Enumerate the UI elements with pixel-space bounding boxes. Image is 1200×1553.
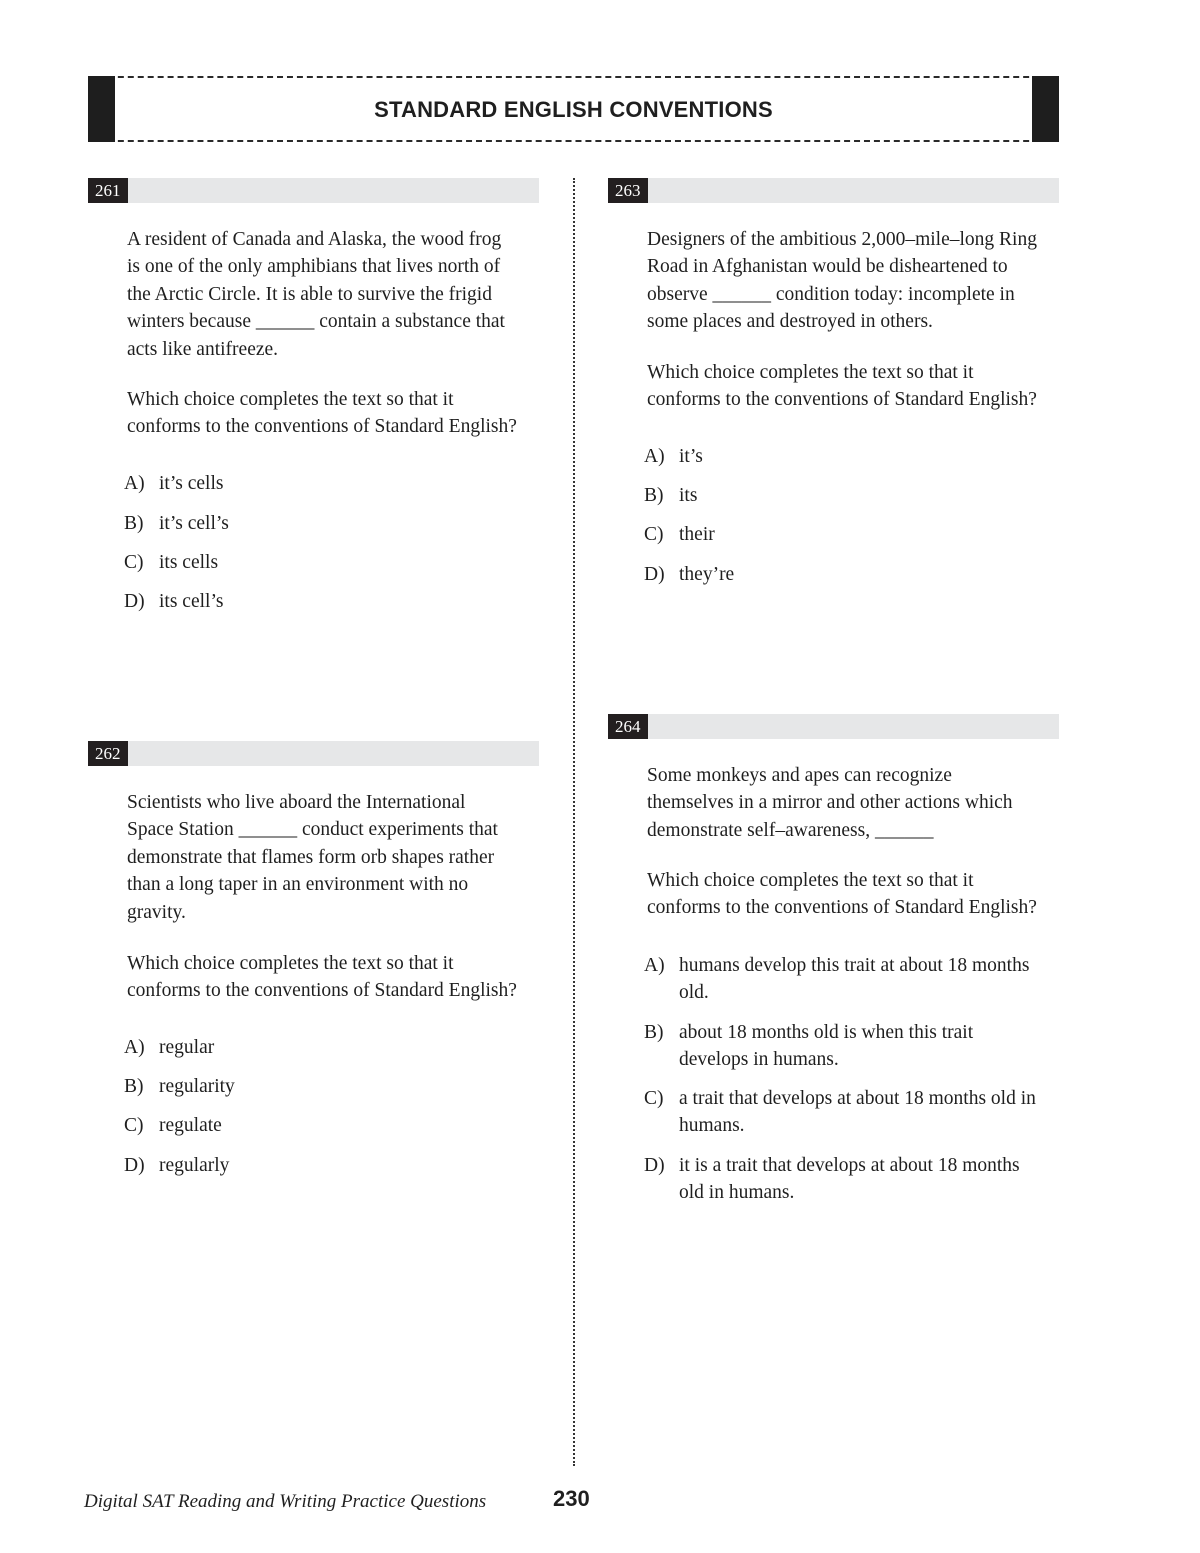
choice-text: its cell’s bbox=[159, 591, 224, 612]
section-title: STANDARD ENGLISH CONVENTIONS bbox=[374, 97, 773, 122]
choice-letter: D) bbox=[124, 591, 145, 612]
question-264-passage bbox=[647, 762, 1013, 844]
choice-text: it’s cell’s bbox=[159, 513, 229, 534]
question-264-choice-c[interactable] bbox=[644, 1085, 1064, 1141]
choice-letter: B) bbox=[644, 1022, 664, 1043]
choice-letter: C) bbox=[644, 524, 664, 545]
choice-letter: A) bbox=[644, 955, 665, 976]
choice-letter: A) bbox=[124, 1037, 145, 1058]
choice-text-line: develops in humans. bbox=[679, 1049, 839, 1071]
choice-letter: D) bbox=[124, 1155, 145, 1176]
question-263-prompt bbox=[647, 359, 1037, 414]
question-number-264: 264 bbox=[608, 714, 648, 739]
question-number-262: 262 bbox=[88, 741, 128, 766]
choice-letter: D) bbox=[644, 564, 665, 585]
prompt-line: conforms to the conventions of Standard English? bbox=[647, 389, 1037, 411]
question-264-prompt bbox=[647, 867, 1037, 922]
choice-text: they’re bbox=[679, 564, 735, 585]
passage-line: Designers of the ambitious 2,000–mile–long Ring bbox=[647, 229, 1037, 250]
question-262-passage bbox=[127, 789, 498, 926]
question-264-choice-d[interactable] bbox=[644, 1152, 1064, 1208]
question-261-bar bbox=[88, 178, 539, 203]
choice-text: regularly bbox=[159, 1155, 230, 1176]
question-261-passage bbox=[127, 226, 505, 363]
choice-text-line: humans. bbox=[679, 1115, 745, 1137]
choice-text-line: it is a trait that develops at about 18 months bbox=[679, 1155, 1020, 1176]
choice-letter: B) bbox=[644, 485, 664, 506]
question-264-choice-a[interactable] bbox=[644, 952, 1064, 1008]
prompt-line: conforms to the conventions of Standard English? bbox=[127, 416, 517, 438]
prompt-line: conforms to the conventions of Standard English? bbox=[127, 980, 517, 1002]
passage-line: Road in Afghanistan would be disheartened to bbox=[647, 256, 1008, 278]
question-number-263: 263 bbox=[608, 178, 648, 203]
passage-line: acts like antifreeze. bbox=[127, 338, 279, 360]
question-263-passage bbox=[647, 226, 1037, 336]
choice-text-line: old. bbox=[679, 982, 709, 1004]
choice-letter: B) bbox=[124, 513, 144, 534]
passage-line: themselves in a mirror and other actions which bbox=[647, 792, 1013, 814]
footer-book-title: Digital SAT Reading and Writing Practice Questions bbox=[84, 1491, 487, 1512]
passage-line: Scientists who live aboard the International bbox=[127, 792, 466, 813]
choice-letter: C) bbox=[124, 1115, 144, 1136]
passage-line: Some monkeys and apes can recognize bbox=[647, 765, 952, 786]
passage-line: than a long taper in an environment with no bbox=[127, 874, 469, 896]
question-263-bar bbox=[608, 178, 1059, 203]
choice-text-line: humans develop this trait at about 18 months bbox=[679, 955, 1030, 976]
choice-text: its cells bbox=[159, 552, 219, 573]
passage-line: the Arctic Circle. It is able to survive the frigid bbox=[127, 283, 492, 305]
passage-line: winters because ______ contain a substance that bbox=[127, 311, 505, 333]
choice-text: regulate bbox=[159, 1115, 222, 1136]
question-264-bar bbox=[608, 714, 1059, 739]
choice-letter: C) bbox=[124, 552, 144, 573]
question-number-261: 261 bbox=[88, 178, 128, 203]
question-261-prompt bbox=[127, 386, 517, 441]
choice-letter: C) bbox=[644, 1088, 664, 1109]
choice-letter: D) bbox=[644, 1155, 665, 1176]
choice-text bbox=[679, 1019, 973, 1074]
prompt-line: Which choice completes the text so that it bbox=[127, 953, 454, 974]
choice-text-line: about 18 months old is when this trait bbox=[679, 1022, 974, 1043]
choice-letter: A) bbox=[124, 473, 145, 494]
question-264-choice-b[interactable] bbox=[644, 1019, 1064, 1075]
choice-text: its bbox=[679, 485, 698, 506]
choice-text: it’s bbox=[679, 446, 703, 467]
section-header bbox=[88, 76, 1059, 142]
choice-text: regularity bbox=[159, 1076, 235, 1097]
question-262-prompt bbox=[127, 950, 517, 1005]
choice-text bbox=[679, 1152, 1020, 1207]
choice-text bbox=[679, 1085, 1036, 1140]
passage-line: Space Station ______ conduct experiments that bbox=[127, 819, 498, 841]
header-right-block bbox=[1032, 76, 1059, 142]
choice-text: their bbox=[679, 524, 715, 545]
prompt-line: Which choice completes the text so that it bbox=[127, 389, 454, 410]
passage-line: A resident of Canada and Alaska, the wood frog bbox=[127, 229, 502, 250]
choice-text bbox=[679, 952, 1029, 1007]
choice-text-line: old in humans. bbox=[679, 1182, 795, 1204]
passage-line: some places and destroyed in others. bbox=[647, 311, 933, 333]
choice-letter: B) bbox=[124, 1076, 144, 1097]
passage-line: demonstrate that flames form orb shapes rather bbox=[127, 846, 495, 868]
prompt-line: conforms to the conventions of Standard English? bbox=[647, 897, 1037, 919]
choice-text-line: a trait that develops at about 18 months old in bbox=[679, 1088, 1036, 1109]
prompt-line: Which choice completes the text so that it bbox=[647, 362, 974, 383]
question-262-bar bbox=[88, 741, 539, 766]
passage-line: is one of the only amphibians that lives north of bbox=[127, 256, 501, 278]
choice-letter: A) bbox=[644, 446, 665, 467]
prompt-line: Which choice completes the text so that it bbox=[647, 870, 974, 891]
passage-line: demonstrate self–awareness, ______ bbox=[647, 819, 934, 841]
passage-line: gravity. bbox=[127, 901, 186, 923]
passage-line: observe ______ condition today: incomplete in bbox=[647, 283, 1015, 305]
choice-text: regular bbox=[159, 1037, 215, 1058]
page-number: 230 bbox=[553, 1486, 590, 1511]
choice-text: it’s cells bbox=[159, 473, 224, 494]
column-divider bbox=[573, 178, 575, 1466]
